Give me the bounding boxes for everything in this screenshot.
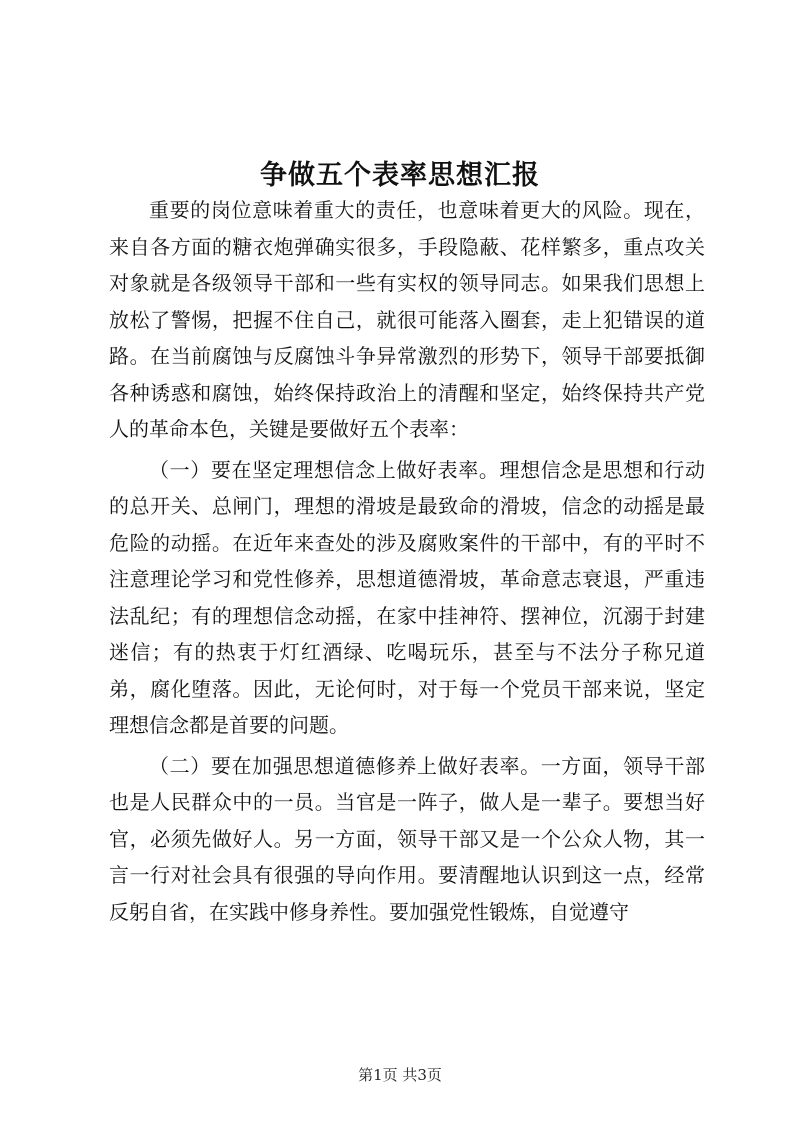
paragraph-intro: 重要的岗位意味着重大的责任，也意味着更大的风险。现在，来自各方面的糖衣炮弹确实很多，手段隐蔽、花样繁多，重点攻关对象就是各级领导干部和一些有实权的领导同志。如果我们思想上放松了警惕，把握不住自己，就很可能落入圈套，走上犯错误的道路。在当前腐蚀与反腐蚀斗争异常激烈的形势下，领导干部要抵御各种诱惑和腐蚀，始终保持政治上的清醒和坚定，始终保持共产党人的革命本色，关键是要做好五个表率：	[109, 198, 705, 441]
paragraph-section-2: （二）要在加强思想道德修养上做好表率。一方面，领导干部也是人民群众中的一员。当官是一阵子，做人是一辈子。要想当好官，必须先做好人。另一方面，领导干部又是一个公众人物，其一言一行对社会具有很强的导向作用。要清醒地认识到这一点，经常反躬自省，在实践中修身养性。要加强党性锻炼，自觉遵守	[109, 753, 705, 924]
page-number-footer: 第1页 共3页	[358, 1066, 442, 1084]
document-body	[109, 192, 705, 930]
paragraph-section-1: （一）要在坚定理想信念上做好表率。理想信念是思想和行动的总开关、总闸门，理想的滑坡是最致命的滑坡，信念的动摇是最危险的动摇。在近年来查处的涉及腐败案件的干部中，有的平时不注意理论学习和党性修养，思想道德滑坡，革命意志衰退，严重违法乱纪；有的理想信念动摇，在家中挂神符、摆神位，沉溺于封建迷信；有的热衷于灯红酒绿、吃喝玩乐，甚至与不法分子称兄道弟，腐化堕落。因此，无论何时，对于每一个党员干部来说，坚定理想信念都是首要的问题。	[109, 457, 705, 737]
document-title: 争做五个表率思想汇报	[260, 160, 540, 192]
